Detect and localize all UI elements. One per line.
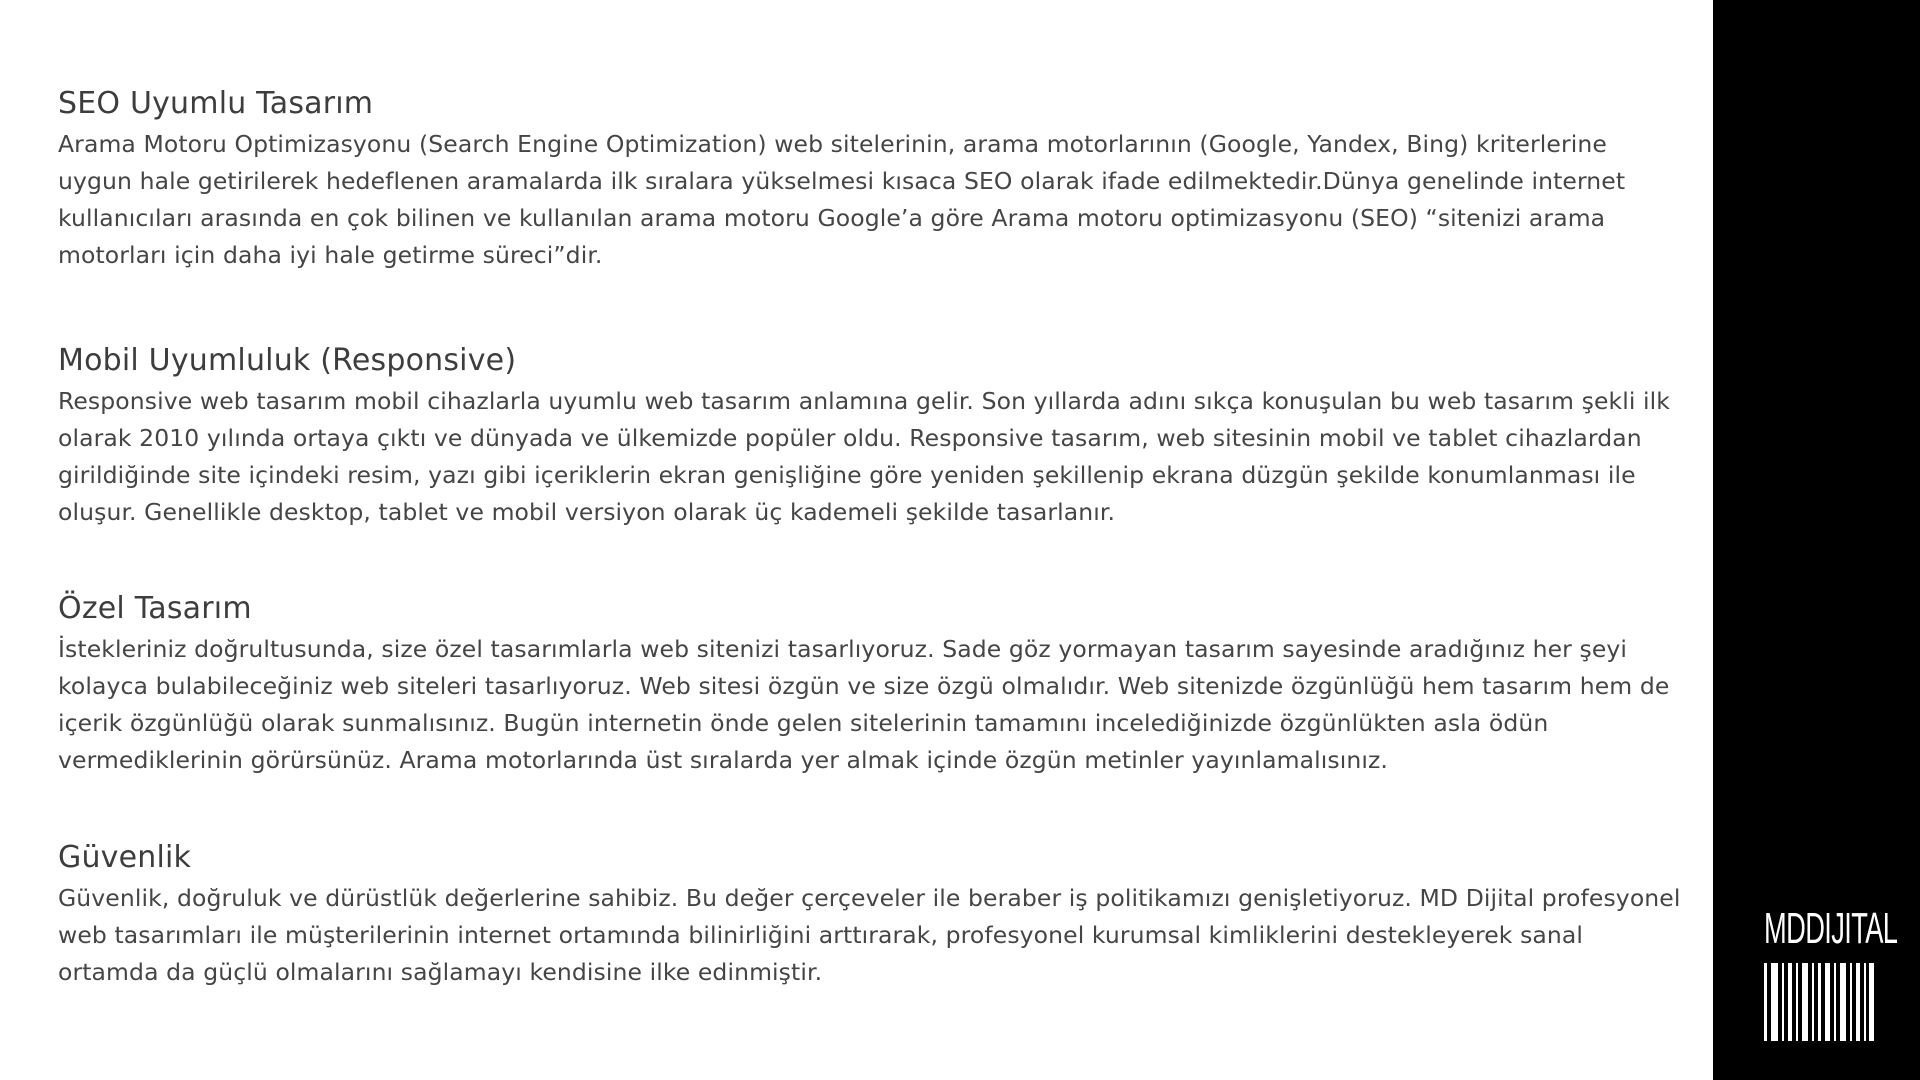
logo-text-dijital: DIJITAL bbox=[1805, 904, 1898, 953]
section-title: Özel Tasarım bbox=[58, 591, 252, 626]
section-body: İstekleriniz doğrultusunda, size özel tasarımlarla web sitenizi tasarlıyoruz. Sade göz yormayan tasarım sayesinde aradığınız her şeyi kolayca bulabileceğiniz web siteleri tasarlıyoruz. Web sitesi özgün ve size özgü olmalıdır. Web sitenizde özgünlüğü hem tasarım hem de içerik özgünlüğü olarak sunmalısınız. Bugün internetin önde gelen sitelerinin tamamını incelediğinizde özgünlükten asla ödün vermediklerinin görürsünüz. Arama motorlarında üst sıralarda yer almak içinde özgün metinler yayınlamalısınız. bbox=[58, 635, 1670, 774]
section-title: Mobil Uyumluluk (Responsive) bbox=[58, 343, 517, 378]
logo-text-md: MD bbox=[1764, 904, 1806, 953]
sidebar-panel bbox=[1713, 0, 1920, 1080]
section-body: Arama Motoru Optimizasyonu (Search Engine Optimization) web sitelerinin, arama motorlarının (Google, Yandex, Bing) kriterlerine uygun hale getirilerek hedeflenen aramalarda ilk sıralara yükselmesi kısaca SEO olarak ifade edilmektedir.Dünya genelinde internet kullanıcıları arasında en çok bilinen ve kullanılan arama motoru Google’a göre Arama motoru optimizasyonu (SEO) “sitenizi arama motorları için daha iyi hale getirme süreci”dir. bbox=[58, 130, 1626, 269]
section-security bbox=[58, 836, 1683, 991]
barcode-icon bbox=[1764, 963, 1874, 1041]
section-seo bbox=[58, 82, 1683, 274]
logo-wordmark bbox=[1764, 904, 1898, 953]
section-body: Güvenlik, doğruluk ve dürüstlük değerlerine sahibiz. Bu değer çerçeveler ile beraber iş politikamızı genişletiyoruz. MD Dijital profesyonel web tasarımları ile müşterilerinin internet ortamında bilinirliğini arttırarak, profesyonel kurumsal kimliklerini destekleyerek sanal ortamda da güçlü olmalarını sağlamayı kendisine ilke edinmiştir. bbox=[58, 884, 1681, 986]
section-title: SEO Uyumlu Tasarım bbox=[58, 86, 374, 121]
section-title: Güvenlik bbox=[58, 840, 192, 875]
section-responsive bbox=[58, 339, 1683, 531]
section-body: Responsive web tasarım mobil cihazlarla uyumlu web tasarım anlamına gelir. Son yıllarda adını sıkça konuşulan bu web tasarım şekli ilk olarak 2010 yılında ortaya çıktı ve dünyada ve ülkemizde popüler oldu. Responsive tasarım, web sitesinin mobil ve tablet cihazlardan girildiğinde site içindeki resim, yazı gibi içeriklerin ekran genişliğine göre yeniden şekillenip ekrana düzgün şekilde konumlanması ile oluşur. Genellikle desktop, tablet ve mobil versiyon olarak üç kademeli şekilde tasarlanır. bbox=[58, 387, 1671, 526]
section-custom-design bbox=[58, 587, 1683, 779]
brand-logo bbox=[1764, 904, 1898, 1041]
